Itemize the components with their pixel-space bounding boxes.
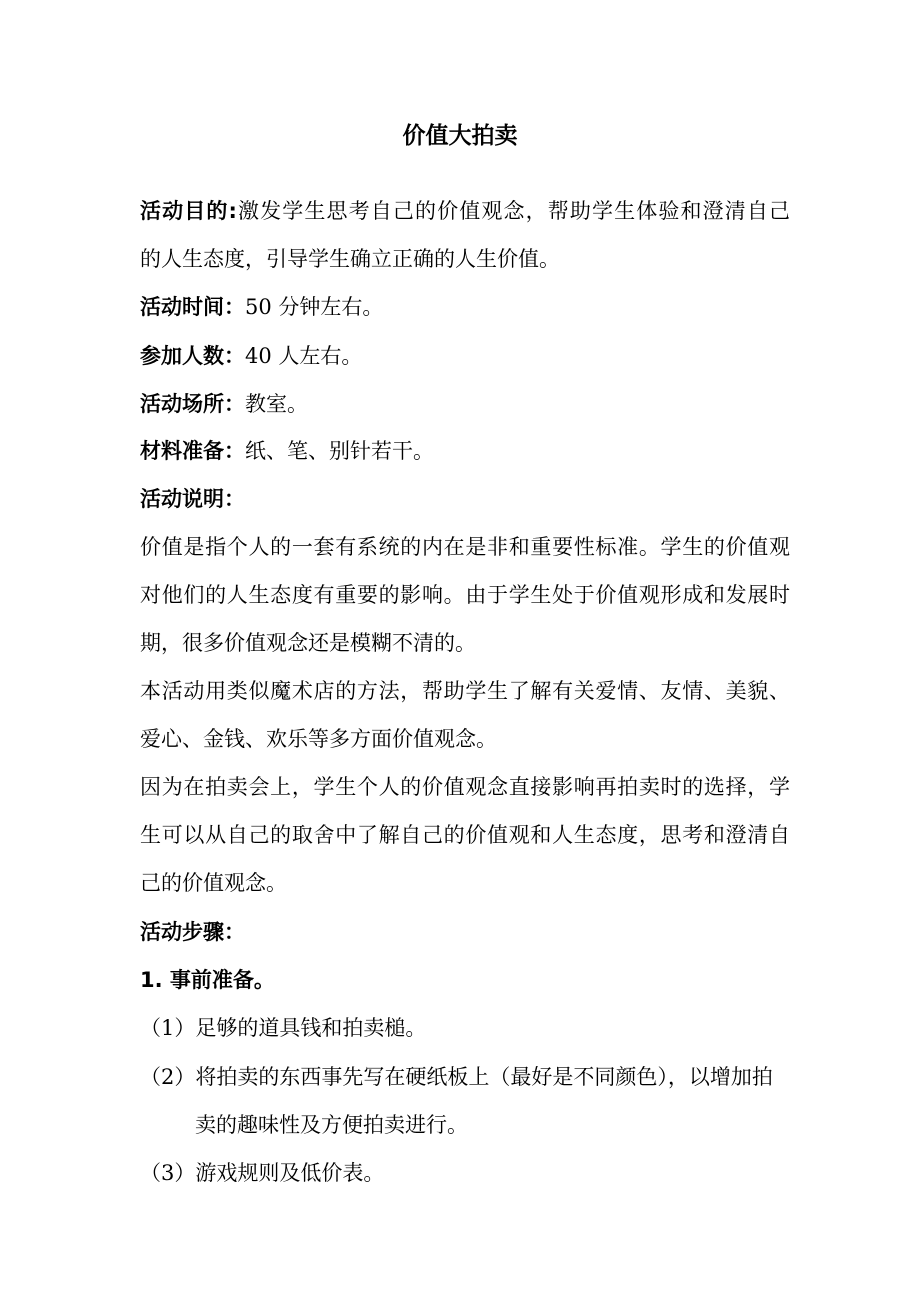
- step-item-text: 将拍卖的东西事先写在硬纸板上（最好是不同颜色），以增加拍: [195, 1065, 773, 1089]
- materials-label: 材料准备：: [140, 439, 245, 463]
- paragraph-line: 期，很多价值观念还是模糊不清的。: [140, 631, 476, 655]
- paragraph-line: 本活动用类似魔术店的方法，帮助学生了解有关爱情、友情、美貌、: [140, 679, 790, 703]
- step-item-text: 足够的道具钱和拍卖槌。: [195, 1016, 427, 1040]
- step-item: [140, 1157, 790, 1189]
- purpose-line-2: 的人生态度，引导学生确立正确的人生价值。: [140, 247, 560, 271]
- participants-value: 40 人左右。: [245, 344, 363, 368]
- paragraph-line: 价值是指个人的一套有系统的内在是非和重要性标准。学生的价值观: [140, 535, 790, 559]
- participants-line: [140, 340, 790, 372]
- step-item-continuation: 卖的趣味性及方便拍卖进行。: [195, 1113, 468, 1137]
- step-1-heading: 1. 事前准备。: [140, 968, 275, 992]
- paragraph-line: 己的价值观念。: [140, 871, 287, 895]
- step-item-number: （1）: [140, 1016, 196, 1040]
- description-heading: 活动说明：: [140, 487, 245, 511]
- time-value: 50 分钟左右。: [245, 295, 384, 319]
- venue-line: [140, 388, 790, 420]
- paragraph-line: 因为在拍卖会上，学生个人的价值观念直接影响再拍卖时的选择，学: [140, 775, 790, 799]
- venue-value: 教室。: [245, 392, 308, 416]
- participants-label: 参加人数：: [140, 344, 245, 368]
- paragraph-line: 生可以从自己的取舍中了解自己的价值观和人生态度，思考和澄清自: [140, 823, 790, 847]
- step-item-number: （3）: [140, 1161, 196, 1185]
- step-item: [140, 1012, 790, 1044]
- time-label: 活动时间：: [140, 295, 245, 319]
- step-item-number: （2）: [140, 1065, 196, 1089]
- time-line: [140, 291, 790, 323]
- paragraph-line: 对他们的人生态度有重要的影响。由于学生处于价值观形成和发展时: [140, 583, 790, 607]
- venue-label: 活动场所：: [140, 392, 245, 416]
- paragraph-line: 爱心、金钱、欢乐等多方面价值观念。: [140, 727, 497, 751]
- purpose-label: 活动目的:: [140, 199, 237, 223]
- purpose-text-1: 激发学生思考自己的价值观念，帮助学生体验和澄清自己: [236, 199, 791, 223]
- purpose-line-1: [140, 195, 790, 227]
- step-item: [140, 1061, 790, 1093]
- materials-line: [140, 435, 790, 467]
- page-title: 价值大拍卖: [402, 123, 518, 149]
- steps-heading: 活动步骤：: [140, 920, 245, 944]
- materials-value: 纸、笔、别针若干。: [245, 439, 434, 463]
- step-item-text: 游戏规则及低价表。: [195, 1161, 385, 1185]
